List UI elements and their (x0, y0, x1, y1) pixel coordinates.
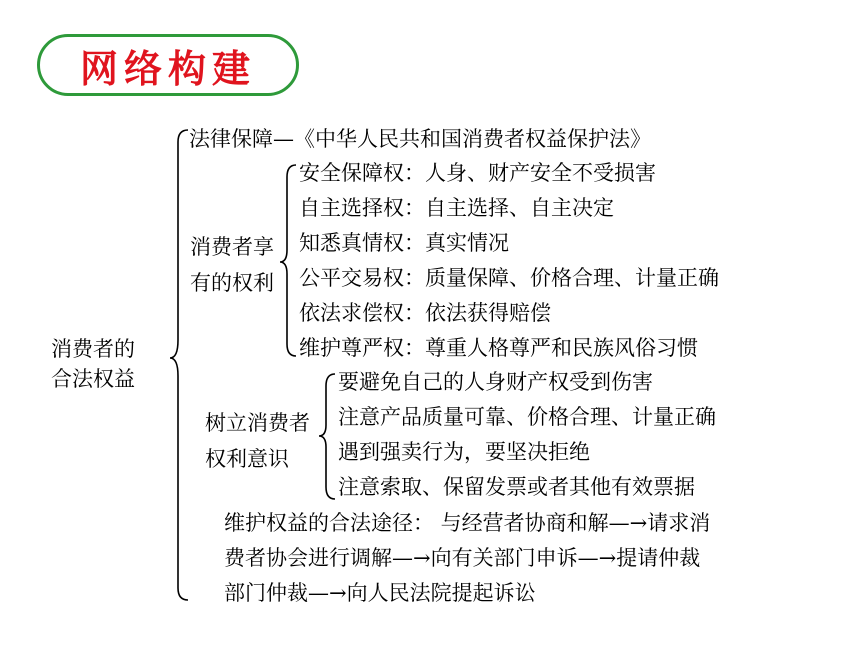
awareness-label-line2: 权利意识 (205, 447, 289, 471)
ways-line-2: 费者协会进行调解—→向有关部门申诉—→提请仲裁 (224, 546, 701, 570)
ways-line-1: 维护权益的合法途径： 与经营者协商和解—→请求消 (224, 511, 711, 535)
rights-item-6: 维护尊严权：尊重人格尊严和民族风俗习惯 (299, 336, 698, 360)
awareness-brace (319, 374, 335, 499)
awareness-label (205, 405, 310, 477)
root-label (51, 334, 135, 394)
awareness-item-4: 注意索取、保留发票或者其他有效票据 (338, 475, 695, 499)
root-label-line1: 消费者的 (51, 337, 135, 361)
rights-label (190, 229, 274, 301)
rights-item-3: 知悉真情权：真实情况 (299, 231, 509, 255)
ways-line-3: 部门仲裁—→向人民法院提起诉讼 (224, 581, 536, 605)
rights-brace (280, 165, 296, 356)
root-label-line2: 合法权益 (51, 367, 135, 391)
awareness-item-1: 要避免自己的人身财产权受到伤害 (338, 370, 653, 394)
page-title: 网络构建 (79, 46, 256, 91)
awareness-label-line1: 树立消费者 (205, 411, 310, 435)
main-brace (170, 130, 188, 600)
rights-item-5: 依法求偿权：依法获得赔偿 (299, 301, 551, 325)
rights-item-1: 安全保障权：人身、财产安全不受损害 (299, 161, 656, 185)
awareness-item-2: 注意产品质量可靠、价格合理、计量正确 (338, 405, 716, 429)
rights-label-line2: 有的权利 (190, 271, 274, 295)
rights-item-4: 公平交易权：质量保障、价格合理、计量正确 (299, 266, 719, 290)
law-text: 法律保障—《中华人民共和国消费者权益保护法》 (189, 127, 651, 151)
rights-label-line1: 消费者享 (190, 235, 274, 259)
rights-item-2: 自主选择权：自主选择、自主决定 (299, 196, 614, 220)
awareness-item-3: 遇到强卖行为，要坚决拒绝 (338, 440, 590, 464)
